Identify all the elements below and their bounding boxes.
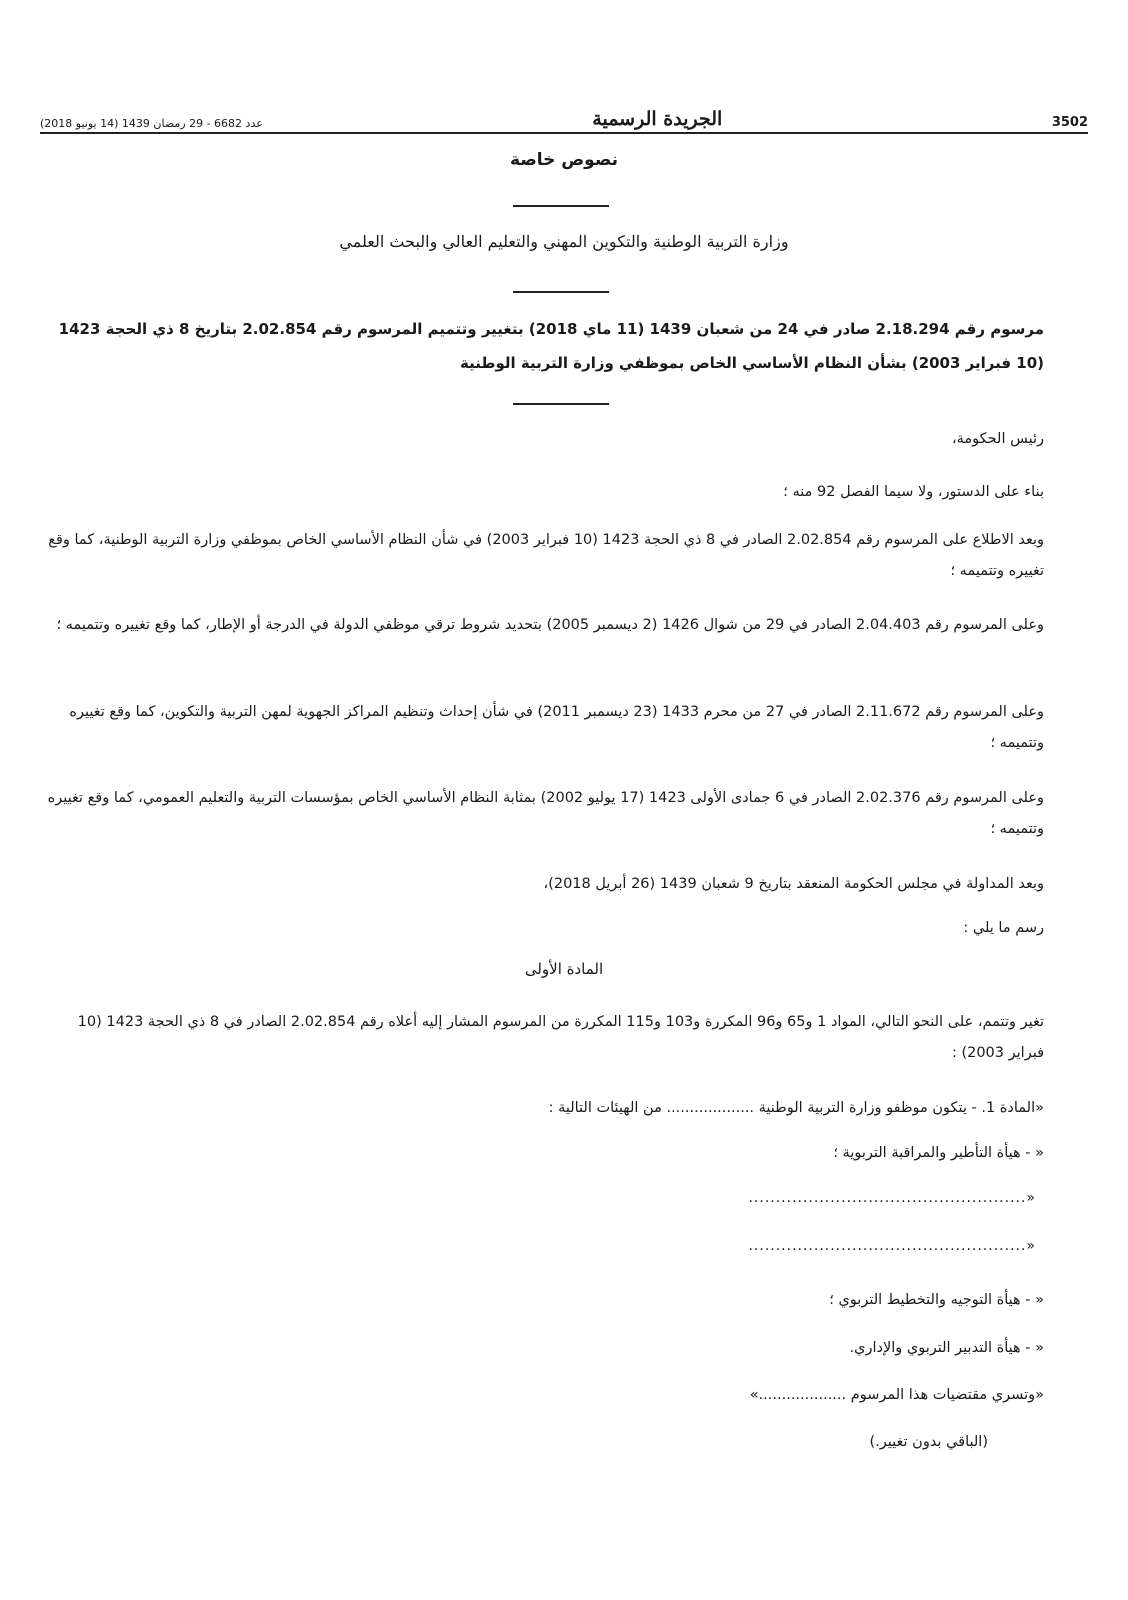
decree-title bbox=[40, 312, 1044, 380]
page-number: 3502 bbox=[1051, 115, 1088, 130]
section-title: نصوص خاصة bbox=[510, 150, 618, 170]
article-title: المادة الأولى bbox=[524, 960, 604, 978]
header-divider bbox=[40, 132, 1088, 134]
page-header bbox=[40, 96, 1088, 130]
divider bbox=[513, 403, 609, 405]
article-item: «المادة 1. - يتكون موظفو وزارة التربية الوطنية ................... من الهيئات التالية : bbox=[548, 1100, 1044, 1116]
preamble-paragraph: وعلى المرسوم رقم 2.02.376 الصادر في 6 جمادى الأولى 1423 (17 يوليو 2002) بمثابة النظام الأساسي الخاص بمؤسسات التربية والتعليم العمومي، كما وقع تغييره وتتميمه ؛ bbox=[47, 790, 1044, 837]
article-item: « - هيأة التوجيه والتخطيط التربوي ؛ bbox=[829, 1292, 1044, 1308]
article-item: « - هيأة التأطير والمراقبة التربوية ؛ bbox=[833, 1145, 1044, 1161]
article-item: « - هيأة التدبير التربوي والإداري. bbox=[849, 1340, 1044, 1356]
deliberation-paragraph: وبعد المداولة في مجلس الحكومة المنعقد بتاريخ 9 شعبان 1439 (26 أبريل 2018)، bbox=[543, 876, 1044, 892]
preamble-constitution: بناء على الدستور، ولا سيما الفصل 92 منه ؛ bbox=[783, 484, 1044, 500]
preamble-paragraph: وعلى المرسوم رقم 2.11.672 الصادر في 27 من محرم 1433 (23 ديسمبر 2011) في شأن إحداث وتنظيم المراكز الجهوية لمهن التربية والتكوين، كما وقع تغييره وتتميمه ؛ bbox=[69, 704, 1044, 751]
preamble-paragraph: وعلى المرسوم رقم 2.04.403 الصادر في 29 من شوال 1426 (2 ديسمبر 2005) بتحديد شروط ترقي موظفي الدولة في الدرجة أو الإطار، كما وقع تغييره وتتميمه ؛ bbox=[56, 617, 1044, 633]
masthead: الجريدة الرسمية bbox=[592, 108, 723, 130]
omitted-line: «................................................... bbox=[748, 1190, 1036, 1206]
decree-title-line: مرسوم رقم 2.18.294 صادر في 24 من شعبان 1439 (11 ماي 2018) بتغيير وتتميم المرسوم رقم 2.02.854 بتاريخ 8 ذي الحجة 1423 bbox=[58, 320, 1044, 338]
ministry-name: وزارة التربية الوطنية والتكوين المهني والتعليم العالي والبحث العلمي bbox=[339, 232, 789, 251]
article-item: «وتسري مقتضيات هذا المرسوم ...................» bbox=[749, 1387, 1044, 1403]
article-text: تغير وتتمم، على النحو التالي، المواد 1 و65 و96 المكررة و103 و115 المكررة من المرسوم المشار إليه أعلاه رقم 2.02.854 الصادر في 8 ذي الحجة 1423 (10 فبراير 2003) : bbox=[77, 1014, 1044, 1061]
decrees-statement: رسم ما يلي : bbox=[963, 920, 1044, 936]
omitted-line: «................................................... bbox=[748, 1238, 1036, 1254]
divider bbox=[513, 291, 609, 293]
issue-info: عدد 6682 - 29 رمضان 1439 (14 يونيو 2018) bbox=[40, 117, 263, 130]
remainder-note: (الباقي بدون تغيير.) bbox=[869, 1434, 988, 1450]
decree-title-line: (10 فبراير 2003) بشأن النظام الأساسي الخاص بموظفي وزارة التربية الوطنية bbox=[460, 354, 1044, 372]
head-of-government: رئيس الحكومة، bbox=[951, 431, 1044, 447]
preamble-paragraph: وبعد الاطلاع على المرسوم رقم 2.02.854 الصادر في 8 ذي الحجة 1423 (10 فبراير 2003) في شأن النظام الأساسي الخاص بموظفي وزارة التربية الوطنية، كما وقع تغييره وتتميمه ؛ bbox=[48, 532, 1044, 579]
divider bbox=[513, 205, 609, 207]
